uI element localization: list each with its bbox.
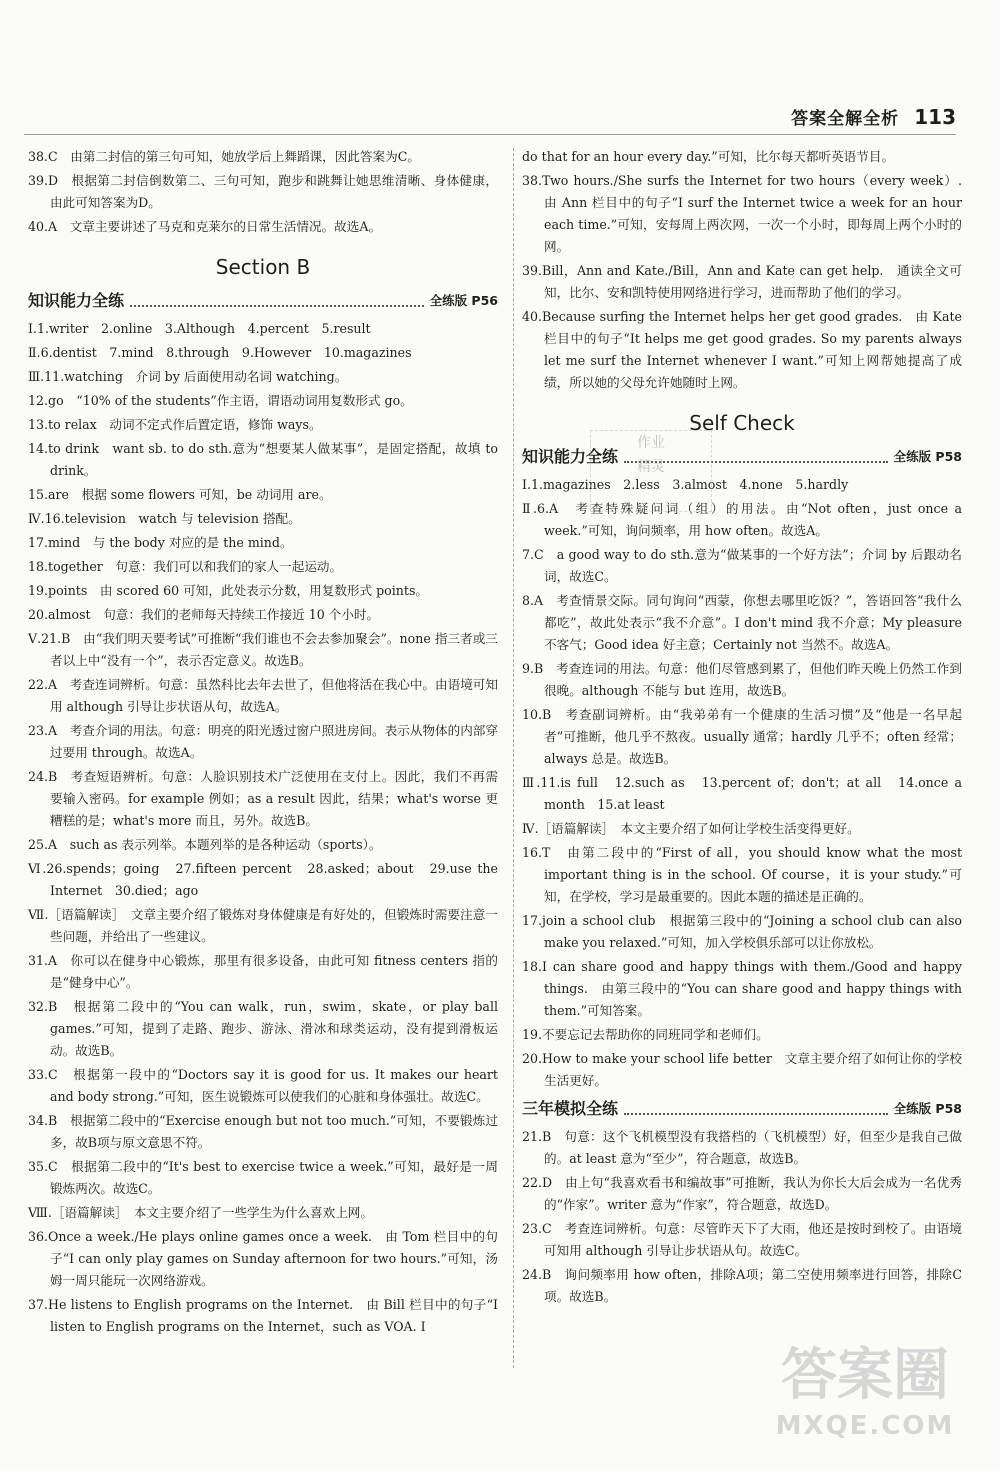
dotted-leader <box>130 295 424 307</box>
answer-item: 39.D 根据第二封信倒数第二、三句可知，跑步和跳舞让她思维清晰、身体健康，由此可知答案为D。 <box>28 173 498 210</box>
answer-item: 18.I can share good and happy things with them./Good and happy things. 由第三段中的“You can share good and happy things with them.”可知答案。 <box>522 959 962 1018</box>
answer-item: 8.A 考查情景交际。同句询问“西蒙，你想去哪里吃饭？”，答语回答“我什么都吃”，故此处表示“我不介意”。I don't mind 我不介意；My pleasure 不客气；Good idea 好主意；Certainly not 当然不。故选A。 <box>522 593 962 652</box>
answer-item: 40.A 文章主要讲述了马克和克莱尔的日常生活情况。故选A。 <box>28 219 382 234</box>
practice-bar-ref: 全练版 P58 <box>893 1101 962 1116</box>
answer-item: Ⅳ.［语篇解读］ 本文主要介绍了如何让学校生活变得更好。 <box>522 821 860 836</box>
practice-bar-label: 知识能力全练 <box>522 447 619 466</box>
answer-item: 18.together 句意：我们可以和我们的家人一起运动。 <box>28 559 343 574</box>
answer-item: 21.B 句意：这个飞机模型没有我搭档的（飞机模型）好，但至少是我自己做的。at least 意为“至少”，符合题意，故选B。 <box>522 1129 962 1166</box>
answer-item: 31.A 你可以在健身中心锻炼，那里有很多设备，由此可知 fitness centers 指的是“健身中心”。 <box>28 953 498 990</box>
answer-item: 16.T 由第二段中的“First of all，you should know what the most important thing is in the school. Of course，it is your study.”可知，在学校，学习是最重要的。因此本题的描述是正确的。 <box>522 845 962 904</box>
column-divider <box>513 148 514 1368</box>
answer-item: Ⅱ.6.dentist 7.mind 8.through 9.However 10.magazines <box>28 345 412 360</box>
answer-item: Ⅷ.［语篇解读］ 本文主要介绍了一些学生为什么喜欢上网。 <box>28 1205 373 1220</box>
answer-item: 9.B 考查连词的用法。句意：他们尽管感到累了，但他们昨天晚上仍然工作到很晚。although 不能与 but 连用，故选B。 <box>522 661 962 698</box>
page-number: 113 <box>914 105 956 129</box>
answer-item: Ⅲ.11.watching 介词 by 后面使用动名词 watching。 <box>28 369 348 384</box>
answer-item: 32.B 根据第二段中的“You can walk，run，swim，skate，or play ball games.”可知，提到了走路、跑步、游泳、滑冰和球类运动，没有提到滑板运动。故选B。 <box>28 999 498 1058</box>
answer-item: 36.Once a week./He plays online games once a week. 由 Tom 栏目中的句子“I can only play games on Sunday afternoon for two hours.”可知，汤姆一周只能玩一次网络游戏。 <box>28 1229 498 1288</box>
answer-item: 20.How to make your school life better 文章主要介绍了如何让你的学校生活更好。 <box>522 1051 962 1088</box>
answer-item: 17.mind 与 the body 对应的是 the mind。 <box>28 535 293 550</box>
left-column <box>28 146 498 1340</box>
answer-item: 10.B 考查副词辨析。由“我弟弟有一个健康的生活习惯”及“他是一名早起者”可推断，他几乎不熬夜。usually 通常；hardly 几乎不；often 经常；always 总是。故选B。 <box>522 707 962 766</box>
page-header <box>791 104 956 129</box>
answer-item: 22.D 由上句“我喜欢看书和编故事”可推断，我认为你长大后会成为一名优秀的“作家”。writer 意为“作家”，符合题意，故选D。 <box>522 1175 962 1212</box>
dotted-leader <box>624 1103 888 1115</box>
practice-bar-ref: 全练版 P58 <box>893 449 962 464</box>
answer-item: 17.join a school club 根据第三段中的“Joining a school club can also make you relaxed.”可知，加入学校俱乐部可以让你放松。 <box>522 913 962 950</box>
answer-item: 13.to relax 动词不定式作后置定语，修饰 ways。 <box>28 417 322 432</box>
answer-item: 33.C 根据第一段中的“Doctors say it is good for us. It makes our heart and body strong.”可知，医生说锻炼可以使我们的心脏和身体强壮。故选C。 <box>28 1067 498 1104</box>
stamp-text-2: 精灵 <box>637 459 665 475</box>
answer-item: 14.to drink want sb. to do sth.意为“想要某人做某事”，是固定搭配，故填 to drink。 <box>28 441 498 478</box>
answer-item: 37.He listens to English programs on the Internet. 由 Bill 栏目中的句子“I listen to English programs on the Internet，such as VOA. I <box>28 1297 498 1334</box>
practice-bar <box>522 1098 962 1120</box>
answer-item: Ⅰ.1.magazines 2.less 3.almost 4.none 5.hardly <box>522 477 849 492</box>
practice-bar <box>28 290 498 312</box>
header-rule <box>24 134 956 135</box>
section-heading: Self Check <box>689 411 795 435</box>
answer-item: 19.不要忘记去帮助你的同班同学和老师们。 <box>522 1027 769 1042</box>
answer-item: 20.almost 句意：我们的老师每天持续工作接近 10 个小时。 <box>28 607 380 622</box>
header-title: 答案全解全析 <box>791 109 900 129</box>
answer-item: 39.Bill，Ann and Kate./Bill，Ann and Kate can get help. 通读全文可知，比尔、安和凯特使用网络进行学习，进而帮助了他们的学习。 <box>522 263 962 300</box>
watermark-url: MXQE.COM <box>775 1411 955 1441</box>
practice-bar-label: 知识能力全练 <box>28 291 125 310</box>
answer-item: 12.go “10% of the students”作主语，谓语动词用复数形式 go。 <box>28 393 413 408</box>
answer-item: Ⅲ.11.is full 12.such as 13.percent of；don't；at all 14.once a month 15.at least <box>522 775 962 812</box>
answer-item: 24.B 询问频率用 how often，排除A项；第二空使用频率进行回答，排除C项。故选B。 <box>522 1267 962 1304</box>
answer-item: 38.C 由第二封信的第三句可知，她放学后上舞蹈课，因此答案为C。 <box>28 149 420 164</box>
answer-item: 34.B 根据第二段中的“Exercise enough but not too much.”可知，不要锻炼过多，故B项与原文意思不符。 <box>28 1113 498 1150</box>
answer-item: 19.points 由 scored 60 可知，此处表示分数，用复数形式 points。 <box>28 583 428 598</box>
answer-item: 40.Because surfing the Internet helps her get good grades. 由 Kate 栏目中的句子“It helps me get good grades. So my parents always let me surf the Internet whenever I want.”可知上网帮她提高了成绩，所以她的父母允许她随时上网。 <box>522 309 962 390</box>
practice-bar-ref: 全练版 P56 <box>429 293 498 308</box>
answer-item: 38.Two hours./She surfs the Internet for two hours（every week）. 由 Ann 栏目中的句子“I surf the Internet twice a week for an hour each time.”可知，安每周上两次网，一次一个小时，即每周上两个小时的网。 <box>522 173 975 254</box>
answer-item: Ⅶ.［语篇解读］ 文章主要介绍了锻炼对身体健康是有好处的，但锻炼时需要注意一些问题，并给出了一些建议。 <box>28 907 498 944</box>
answer-item: 35.C 根据第二段中的“It's best to exercise twice a week.”可知，最好是一周锻炼两次。故选C。 <box>28 1159 498 1196</box>
stamp-text-1: 作业 <box>637 435 665 451</box>
answer-item: Ⅰ.1.writer 2.online 3.Although 4.percent 5.result <box>28 321 371 336</box>
practice-bar-label: 三年模拟全练 <box>522 1099 619 1118</box>
answer-item: 15.are 根据 some flowers 可知，be 动词用 are。 <box>28 487 332 502</box>
answer-item: 23.C 考查连词辨析。句意：尽管昨天下了大雨，他还是按时到校了。由语境可知用 although 引导让步状语从句。故选C。 <box>522 1221 962 1258</box>
answer-item: 24.B 考查短语辨析。句意：人脸识别技术广泛使用在支付上。因此，我们不再需要输入密码。for example 例如；as a result 因此，结果；what's worse 更糟糕的是；what's more 而且，另外。故选B。 <box>28 769 498 828</box>
section-heading: Section B <box>215 255 311 279</box>
answer-item: Ⅱ.6.A 考查特殊疑问词（组）的用法。由“Not often，just once a week.”可知，询问频率，用 how often。故选A。 <box>522 501 962 538</box>
answer-item: 7.C a good way to do sth.意为“做某事的一个好方法”；介词 by 后跟动名词，故选C。 <box>522 547 962 584</box>
stamp-logo <box>590 430 712 512</box>
answer-item: do that for an hour every day.”可知，比尔每天都听英语节目。 <box>522 149 895 164</box>
practice-bar <box>522 446 962 468</box>
answer-item: Ⅴ.21.B 由“我们明天要考试”可推断“我们谁也不会去参加聚会”。none 指三者或三者以上中“没有一个”，表示否定意义。故选B。 <box>28 631 498 668</box>
watermark-text: 答案圈 <box>781 1343 949 1408</box>
answer-item: Ⅵ.26.spends；going 27.fifteen percent 28.asked；about 29.use the Internet 30.died；ago <box>28 861 498 898</box>
answer-item: Ⅳ.16.television watch 与 television 搭配。 <box>28 511 301 526</box>
right-column <box>522 146 975 1310</box>
answer-item: 23.A 考查介词的用法。句意：明亮的阳光透过窗户照进房间。表示从物体的内部穿过要用 through。故选A。 <box>28 723 498 760</box>
watermark-logo <box>750 1341 980 1461</box>
answer-item: 25.A such as 表示列举。本题列举的是各种运动（sports）。 <box>28 837 382 852</box>
answer-item: 22.A 考查连词辨析。句意：虽然科比去年去世了，但他将活在我心中。由语境可知用 although 引导让步状语从句，故选A。 <box>28 677 498 714</box>
